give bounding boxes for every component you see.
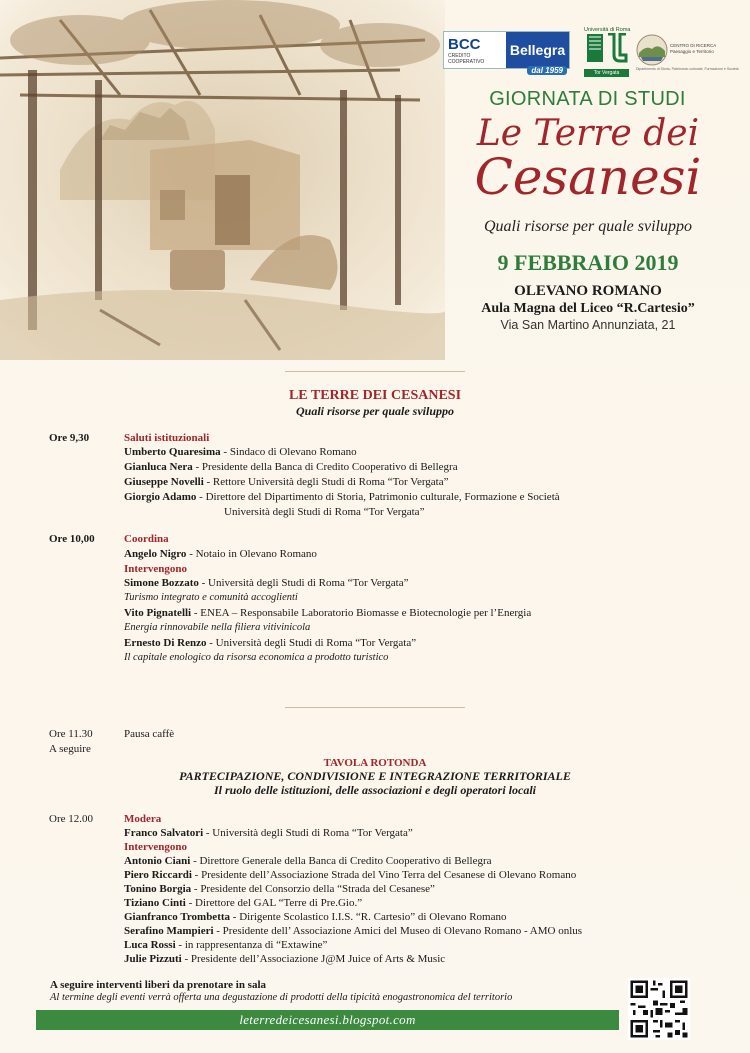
- speaker-line: [124, 576, 408, 590]
- speaker-role: - Direttore del GAL “Terre di Pre.Gio.”: [185, 897, 363, 909]
- speaker-role: - Direttore del Dipartimento di Storia, Patrimonio culturale, Formazione e Società: [196, 491, 560, 503]
- footer-note: A seguire interventi liberi da prenotare in sala: [50, 979, 267, 991]
- speaker-line: [124, 636, 416, 650]
- speaker-name: Franco Salvatori: [124, 827, 204, 839]
- bcc-logo-since: dal 1959: [527, 66, 567, 75]
- bcc-logo-small: CREDITO COOPERATIVO: [448, 52, 485, 65]
- footer-tasting-note: Al termine degli eventi verrà offerta una degustazione di prodotti della tipicità enogastronomica del territorio: [50, 992, 513, 1003]
- speaker-line: [124, 938, 327, 952]
- speaker-role: - Università degli Studi di Roma “Tor Vergata”: [203, 827, 413, 839]
- speaker-name: Simone Bozzato: [124, 577, 199, 589]
- program-title: LE TERRE DEI CESANESI: [288, 388, 462, 403]
- speaker-line: [124, 606, 531, 620]
- round-table-theme: PARTECIPAZIONE, CONDIVISIONE E INTEGRAZIONE TERRITORIALE: [179, 769, 571, 783]
- event-place: OLEVANO ROMANO: [514, 283, 662, 299]
- event-title-line2: Cesanesi: [474, 148, 702, 206]
- centro-ricerca-logo: [636, 29, 739, 73]
- speaker-name: Giuseppe Novelli: [124, 476, 204, 488]
- session-time: Ore 11.30: [49, 728, 93, 740]
- divider-top: [285, 371, 465, 372]
- divider-middle: [285, 707, 465, 708]
- speaker-line: [124, 896, 362, 910]
- session-heading: Modera: [124, 813, 162, 825]
- speaker-name: Ernesto Di Renzo: [124, 637, 207, 649]
- talk-topic: Turismo integrato e comunità accoglienti: [124, 592, 298, 603]
- speaker-name: Tiziano Cinti: [124, 897, 186, 909]
- event-type: GIORNATA DI STUDI: [489, 88, 686, 110]
- speaker-line: [124, 460, 458, 474]
- speaker-role: - Notaio in Olevano Romano: [186, 548, 317, 560]
- session-subheading: Intervengono: [124, 841, 187, 853]
- speaker-line: [124, 882, 435, 896]
- speaker-role: - Presidente dell’Associazione J@M Juice of Arts & Music: [181, 953, 446, 965]
- speaker-name: Giorgio Adamo: [124, 491, 197, 503]
- speaker-role: - ENEA – Responsabile Laboratorio Biomasse e Biotecnologie per l’Energia: [191, 607, 532, 619]
- speaker-role: - Presidente della Banca di Credito Cooperativo di Bellegra: [192, 461, 458, 473]
- speaker-role: - in rappresentanza di “Extawine”: [175, 939, 328, 951]
- speaker-name: Julie Pizzuti: [124, 953, 182, 965]
- session-time: Ore 9,30: [49, 432, 90, 444]
- speaker-line: [124, 854, 492, 868]
- talk-topic: Energia rinnovabile nella filiera vitivinicola: [124, 622, 311, 633]
- event-date: 9 FEBBRAIO 2019: [497, 250, 679, 275]
- break-text: Pausa caffè: [124, 728, 175, 740]
- speaker-line: [124, 475, 449, 489]
- pergola-illustration: [0, 0, 445, 360]
- speaker-line: [124, 868, 576, 882]
- speaker-name: Gianfranco Trombetta: [124, 911, 231, 923]
- speaker-role: - Presidente del Consorzio della “Strada del Cesanese”: [191, 883, 435, 895]
- speaker-name: Serafino Mampieri: [124, 925, 214, 937]
- event-title-line1: Le Terre dei: [476, 113, 700, 154]
- bcc-logo-name: Bellegra: [509, 42, 566, 58]
- speaker-role-continuation: Università degli Studi di Roma “Tor Vergata”: [224, 506, 425, 518]
- program-subtitle: Quali risorse per quale sviluppo: [295, 404, 454, 418]
- qr-code-icon[interactable]: [628, 978, 690, 1040]
- speaker-name: Antonio Ciani: [124, 855, 191, 867]
- speaker-line: [124, 924, 582, 938]
- bcc-logo-text: BCC: [448, 35, 481, 53]
- session-subheading: Intervengono: [124, 563, 187, 575]
- speaker-name: Luca Rossi: [124, 939, 176, 951]
- speaker-line: [124, 490, 560, 504]
- round-table-title: TAVOLA ROTONDA: [323, 757, 427, 769]
- speaker-name: Vito Pignatelli: [124, 607, 192, 619]
- speaker-line: [124, 952, 445, 966]
- speaker-role: - Università degli Studi di Roma “Tor Vergata”: [198, 577, 409, 589]
- landscape-emblem-icon: [636, 33, 668, 67]
- speaker-role: - Rettore Università degli Studi di Roma “Tor Vergata”: [203, 476, 449, 488]
- session-time-followup: A seguire: [49, 743, 91, 755]
- session-time: Ore 10,00: [49, 533, 95, 545]
- speaker-name: Angelo Nigro: [124, 548, 187, 560]
- speaker-line: [124, 547, 317, 561]
- speaker-line: [124, 445, 357, 459]
- session-time: Ore 12.00: [49, 813, 93, 825]
- round-table-subtitle: Il ruolo delle istituzioni, delle associazioni e degli operatori locali: [213, 783, 536, 797]
- session-heading: Coordina: [124, 533, 169, 545]
- event-subtitle: Quali risorse per quale sviluppo: [484, 218, 692, 235]
- event-address: Via San Martino Annunziata, 21: [500, 318, 676, 332]
- speaker-role: - Sindaco di Olevano Romano: [220, 446, 357, 458]
- event-venue: Aula Magna del Liceo “R.Cartesio”: [481, 301, 695, 316]
- speaker-name: Piero Riccardi: [124, 869, 192, 881]
- speaker-role: - Direttore Generale della Banca di Credito Cooperativo di Bellegra: [190, 855, 492, 867]
- session-heading: Saluti istituzionali: [124, 432, 210, 444]
- website-link[interactable]: leterredeicesanesi.blogspot.com: [239, 1012, 416, 1027]
- speaker-role: - Presidente dell’ Associazione Amici del Museo di Olevano Romano - AMO onlus: [213, 925, 583, 937]
- speaker-name: Umberto Quaresima: [124, 446, 221, 458]
- uni-emblem-icon: [584, 33, 629, 63]
- centro-logo-sub: Dipartimento di Storia, Patrimonio culturale, Formazione e Società: [636, 67, 739, 71]
- speaker-name: Gianluca Nera: [124, 461, 193, 473]
- website-bar[interactable]: [36, 1010, 619, 1030]
- uni-logo-top: Università di Roma: [584, 27, 631, 33]
- speaker-role: - Università degli Studi di Roma “Tor Vergata”: [206, 637, 417, 649]
- bcc-bellegra-logo: [443, 31, 570, 75]
- speaker-name: Tonino Borgia: [124, 883, 192, 895]
- speaker-line: [124, 826, 413, 840]
- uni-logo-bottom: Tor Vergata: [584, 69, 629, 77]
- centro-logo-text: CENTRO DI RICERCA Paesaggio e Territorio: [670, 43, 717, 54]
- speaker-line: [124, 910, 507, 924]
- talk-topic: Il capitale enologico da risorsa economica a prodotto turistico: [124, 652, 389, 663]
- speaker-role: - Presidente dell’Associazione Strada del Vino Terra del Cesanese di Olevano Romano: [191, 869, 577, 881]
- tor-vergata-logo: [584, 27, 629, 74]
- speaker-role: - Dirigente Scolastico I.I.S. “R. Cartesio” di Olevano Romano: [230, 911, 507, 923]
